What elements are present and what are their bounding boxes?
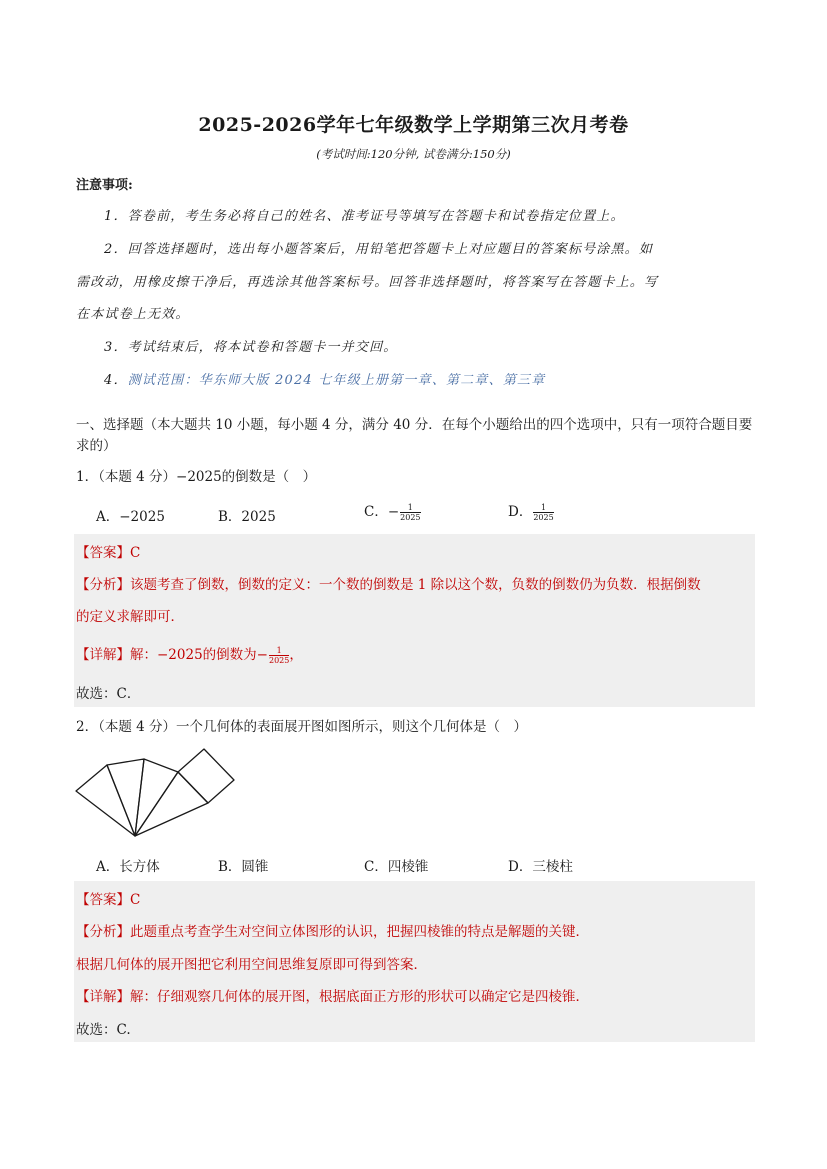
question-2-choice: 故选：C. (76, 1022, 131, 1038)
fraction-numerator: 1 (533, 503, 553, 513)
exam-info: (考试时间:120分钟, 试卷满分:150分) (316, 147, 511, 161)
question-1-option-b: B．2025 (218, 509, 276, 525)
fraction (533, 503, 553, 522)
notice-item-1: 1．答卷前，考生务必将自己的姓名、准考证号等填写在答题卡和试卷指定位置上。 (104, 209, 625, 224)
question-2-detail (76, 985, 589, 1005)
notice-heading: 注意事项: (76, 178, 133, 193)
answer-value: C (130, 892, 141, 908)
question-1-choice: 故选：C． (76, 686, 141, 702)
fraction-denominator: 2025 (533, 513, 554, 522)
fraction-denominator: 2025 (268, 656, 290, 665)
question-1-answer (76, 541, 140, 561)
analysis-text: 此题重点考查学生对空间立体图形的认识，把握四棱锥的特点是解题的关键． (130, 924, 589, 940)
notice-item-2-line-3: 在本试卷上无效。 (76, 307, 190, 322)
question-1-detail (76, 643, 303, 665)
notice-item-2-line-2: 需改动，用橡皮擦干净后，再选涂其他答案标号。回答非选择题时，将答案写在答题卡上。写 (76, 275, 659, 290)
fraction-denominator: 2025 (400, 513, 421, 522)
question-1-analysis-line-1 (76, 573, 701, 593)
question-2-analysis-line-1 (76, 920, 589, 940)
fraction (269, 646, 289, 665)
question-2-option-a: A．长方体 (96, 859, 160, 875)
fraction-numerator: 1 (400, 503, 420, 513)
question-1-stem: 1．（本题 4 分）−2025的倒数是（ ） (76, 469, 317, 485)
question-2-analysis-line-2: 根据几何体的展开图把它利用空间思维复原即可得到答案． (76, 957, 427, 973)
analysis-tag: 【分析】 (76, 924, 130, 940)
option-d-label: D． (508, 504, 533, 520)
answer-tag: 【答案】 (76, 892, 130, 908)
question-2-option-c: C．四棱锥 (364, 859, 429, 875)
notice-item-4 (104, 369, 545, 388)
notice-item-3: 3．考试结束后，将本试卷和答题卡一并交回。 (104, 340, 398, 355)
question-1-option-d (508, 500, 554, 522)
question-2-option-b: B．圆锥 (218, 859, 269, 875)
detail-tag: 【详解】 (76, 989, 130, 1005)
detail-tag: 【详解】 (76, 647, 130, 663)
notice-item-2-line-1: 2．回答选择题时，选出每小题答案后，用铅笔把答题卡上对应题目的答案标号涂黑。如 (104, 242, 654, 257)
question-1-analysis-line-2: 的定义求解即可． (76, 609, 184, 625)
question-1-option-a: A．−2025 (96, 509, 165, 525)
net-triangle-4 (135, 772, 208, 836)
fraction (400, 503, 420, 522)
notice-item-4-number: 4． (104, 373, 128, 388)
test-scope: 测试范围：华东师大版 2024 七年级上册第一章、第二章、第三章 (127, 373, 546, 388)
section-heading: 一、选择题（本大题共 10 小题，每小题 4 分，满分 40 分．在每个小题给出的四个选项中，只有一项符合题目要求的） (76, 417, 753, 454)
answer-tag: 【答案】 (76, 545, 130, 561)
answer-value: C (130, 545, 141, 561)
net-triangle-1 (76, 765, 135, 836)
detail-text: 解：仔细观察几何体的展开图，根据底面正方形的形状可以确定它是四棱锥． (130, 989, 589, 1005)
analysis-text: 该题考查了倒数，倒数的定义：一个数的倒数是 1 除以这个数，负数的倒数仍为负数．根据倒数 (130, 577, 701, 593)
detail-text: 解：−2025的倒数为− (130, 647, 268, 663)
question-2-stem: 2．（本题 4 分）一个几何体的表面展开图如图所示，则这个几何体是（ ） (76, 719, 528, 735)
net-triangle-3 (135, 759, 178, 836)
net-triangle-2 (107, 759, 144, 836)
detail-suffix: ， (289, 647, 303, 663)
question-2-option-d: D．三棱柱 (508, 859, 573, 875)
question-2-answer (76, 888, 140, 908)
net-square-base (178, 749, 234, 803)
page-title: 2025-2026学年七年级数学上学期第三次月考卷 (198, 114, 629, 136)
option-c-label: C．− (364, 504, 400, 520)
fraction-numerator: 1 (269, 646, 289, 656)
pyramid-net-figure (70, 745, 240, 843)
analysis-tag: 【分析】 (76, 577, 130, 593)
question-1-option-c (364, 500, 421, 522)
